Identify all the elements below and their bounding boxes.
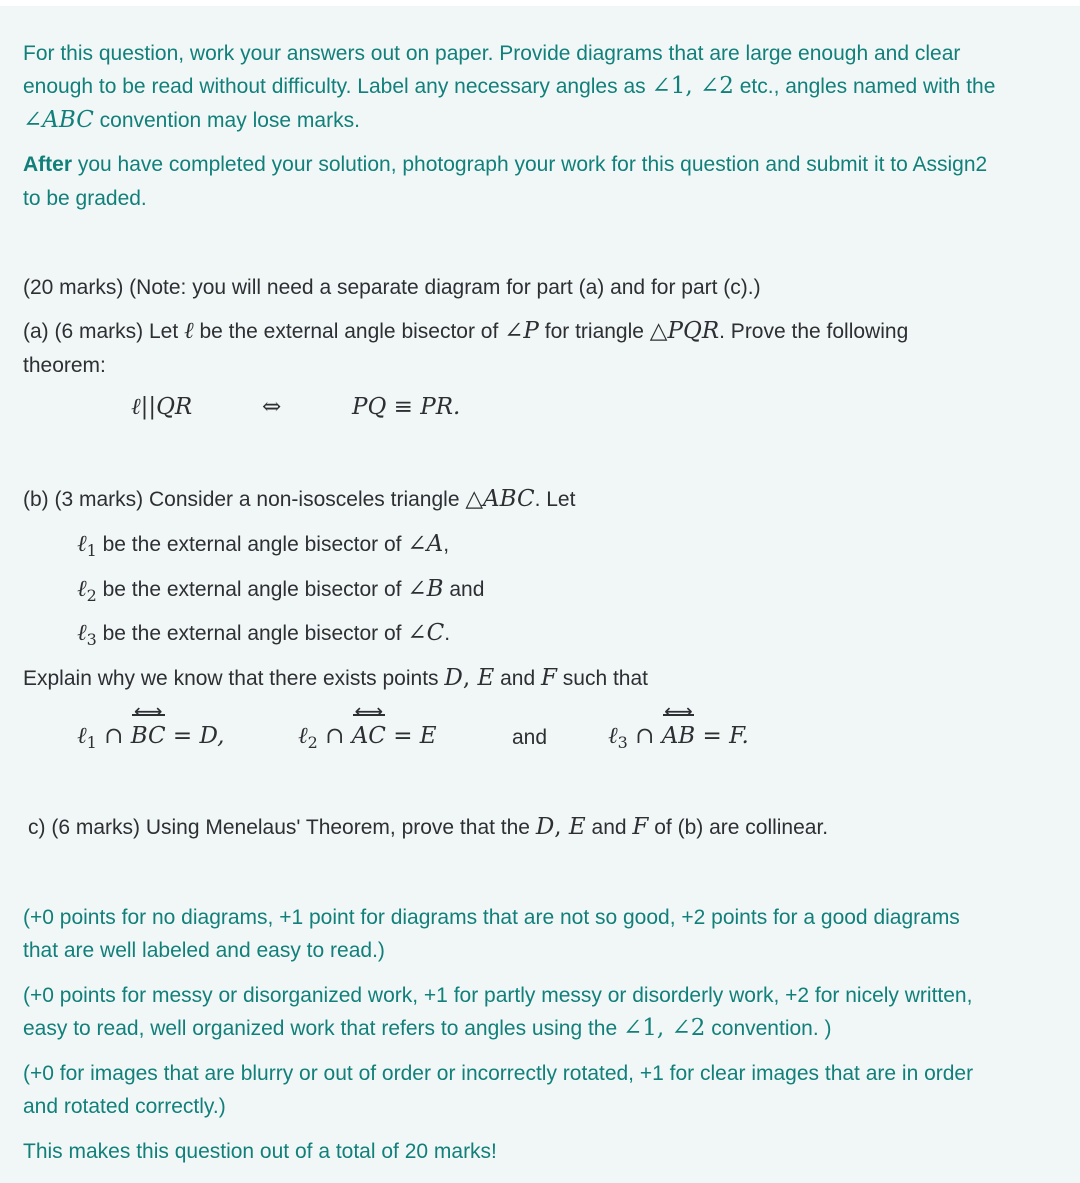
theorem-iff: ⇔ bbox=[262, 394, 282, 420]
grading-diagrams-1: (+0 points for no diagrams, +1 point for diagrams that are not so good, +2 points for a good diagrams bbox=[23, 906, 960, 929]
grading-images-2: and rotated correctly.) bbox=[23, 1095, 226, 1118]
intro-line-1: For this question, work your answers out on paper. Provide diagrams that are large enough and clear bbox=[23, 42, 961, 65]
intro-line-2: enough to be read without difficulty. Label any necessary angles as ∠1, ∠2 etc., angles named with the bbox=[23, 73, 996, 99]
line-ac: AC ⟷ bbox=[352, 723, 386, 749]
intersection-eq-1: ℓ$_1$ ∩ BC ⟷ = D, bbox=[77, 722, 224, 752]
line-ab: AB ⟷ bbox=[662, 723, 696, 749]
bisector-l2: ℓ$_2$ be the external angle bisector of ∠B and bbox=[77, 576, 485, 605]
question-header: (20 marks) (Note: you will need a separate diagram for part (a) and for part (c).) bbox=[23, 276, 761, 299]
bisector-l1: ℓ$_1$ be the external angle bisector of ∠A, bbox=[77, 531, 450, 560]
part-c: c) (6 marks) Using Menelaus' Theorem, prove that the D, E and F of (b) are collinear. bbox=[28, 814, 829, 840]
theorem-right: PQ ≡ PR. bbox=[352, 394, 461, 420]
bisector-l3: ℓ$_3$ be the external angle bisector of ∠C. bbox=[77, 620, 451, 649]
intersection-and: and bbox=[512, 726, 548, 749]
line-bc: BC ⟷ bbox=[131, 723, 166, 749]
grading-work-2: easy to read, well organized work that refers to angles using the ∠1, ∠2 convention. ) bbox=[23, 1015, 832, 1041]
intro-line-3: ∠ABC convention may lose marks. bbox=[23, 107, 360, 133]
part-b-explain: Explain why we know that there exists points D, E and F such that bbox=[23, 665, 648, 691]
intro-line-4: After you have completed your solution, photograph your work for this question and submit it to Assign2 bbox=[23, 153, 988, 176]
part-a-line-2: theorem: bbox=[23, 354, 106, 377]
grading-work-1: (+0 points for messy or disorganized work, +1 for partly messy or disorderly work, +2 for nicely written, bbox=[23, 984, 973, 1007]
question-panel bbox=[0, 6, 1080, 1183]
part-a-line-1: (a) (6 marks) Let ℓ be the external angle bisector of ∠P for triangle △PQR. Prove the following bbox=[23, 318, 909, 344]
grading-total: This makes this question out of a total of 20 marks! bbox=[23, 1140, 497, 1163]
intersection-eq-3: ℓ$_3$ ∩ AB ⟷ = F. bbox=[608, 722, 749, 752]
part-b-line-1: (b) (3 marks) Consider a non-isosceles triangle △ABC. Let bbox=[23, 486, 576, 512]
intro-line-5: to be graded. bbox=[23, 187, 147, 210]
grading-diagrams-2: that are well labeled and easy to read.) bbox=[23, 939, 385, 962]
theorem-left: ℓ||QR bbox=[131, 394, 193, 420]
intersection-eq-2: ℓ$_2$ ∩ AC ⟷ = E bbox=[298, 722, 437, 752]
grading-images-1: (+0 for images that are blurry or out of order or incorrectly rotated, +1 for clear images that are in order bbox=[23, 1062, 974, 1085]
